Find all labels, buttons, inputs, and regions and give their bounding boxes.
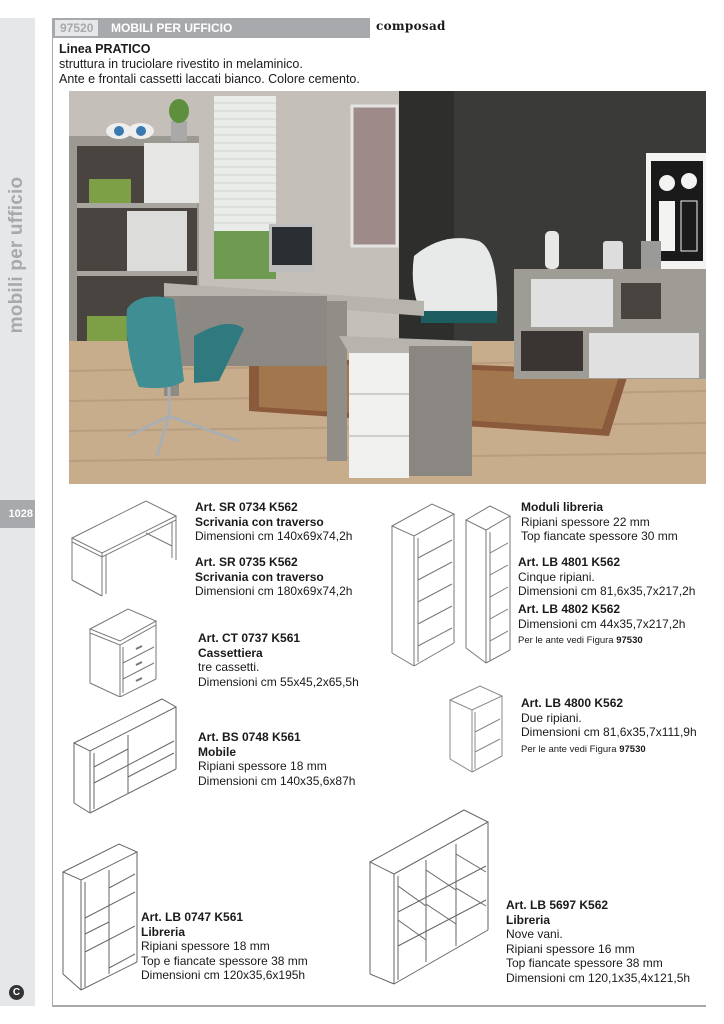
catalog-code: 97520 bbox=[55, 20, 98, 36]
desk-drawing bbox=[70, 498, 180, 598]
product-code: Art. LB 0747 K561 bbox=[141, 910, 244, 924]
sidebar-section-label: mobili per ufficio bbox=[6, 176, 27, 334]
product-lb0747 bbox=[141, 910, 308, 983]
product-dims: Dimensioni cm 180x69x74,2h bbox=[195, 584, 353, 598]
frame-bottom-rule bbox=[52, 1005, 706, 1007]
product-ct0737 bbox=[198, 631, 359, 689]
product-dims: Dimensioni cm 44x35,7x217,2h bbox=[518, 616, 686, 631]
page-number: 1028 bbox=[0, 500, 35, 528]
product-code: Art. LB 5697 K562 bbox=[506, 898, 609, 912]
product-name: Libreria bbox=[506, 912, 551, 927]
room-photo bbox=[69, 91, 706, 484]
product-dims: Dimensioni cm 81,6x35,7x217,2h bbox=[518, 584, 696, 598]
product-lb4800 bbox=[521, 696, 697, 756]
figure-ref: 97530 bbox=[619, 743, 646, 755]
product-code: Art. LB 4800 K562 bbox=[521, 696, 624, 710]
product-code: Art. SR 0735 K562 bbox=[195, 555, 298, 569]
product-desc: Nove vani. bbox=[506, 927, 563, 941]
product-desc: Ripiani spessore 16 mm bbox=[506, 941, 635, 956]
product-code: Art. LB 4802 K562 bbox=[518, 602, 621, 616]
intro-line: Ante e frontali cassetti laccati bianco. Colore cemento. bbox=[59, 72, 360, 86]
figure-ref: 97530 bbox=[616, 635, 643, 646]
tall-bookcases-drawing bbox=[390, 498, 520, 668]
product-desc: Top e fiancate spessore 38 mm bbox=[141, 953, 308, 968]
product-code: Art. SR 0734 K562 bbox=[195, 500, 298, 514]
product-name: Scrivania con traverso bbox=[195, 514, 324, 529]
product-dims: Dimensioni cm 55x45,2x65,5h bbox=[198, 674, 359, 689]
library-lb5697-drawing bbox=[368, 808, 490, 986]
intro-line: struttura in truciolare rivestito in melaminico. bbox=[59, 57, 303, 71]
product-dims: Dimensioni cm 120,1x35,4x121,5h bbox=[506, 970, 691, 985]
product-desc: Top fiancate spessore 38 mm bbox=[506, 956, 663, 970]
product-desc: Cinque ripiani. bbox=[518, 569, 595, 584]
note-text: Per le ante vedi Figura bbox=[521, 743, 620, 755]
modules-line: Ripiani spessore 22 mm bbox=[521, 514, 650, 529]
product-name: Libreria bbox=[141, 924, 186, 939]
line-title: Linea PRATICO bbox=[59, 42, 151, 56]
footer-logo-icon: C bbox=[9, 985, 24, 1000]
sideboard-drawing bbox=[72, 697, 180, 815]
product-name: Scrivania con traverso bbox=[195, 569, 324, 584]
drawer-unit-drawing bbox=[88, 607, 160, 697]
product-dims: Dimensioni cm 120x35,6x195h bbox=[141, 968, 306, 982]
low-bookcase-drawing bbox=[448, 684, 504, 774]
product-bs0748 bbox=[198, 730, 355, 788]
product-code: Art. CT 0737 K561 bbox=[198, 631, 301, 645]
doors-note bbox=[521, 743, 697, 756]
product-desc: Ripiani spessore 18 mm bbox=[141, 939, 270, 953]
modules-line: Top fiancate spessore 30 mm bbox=[521, 529, 678, 543]
frame-left-rule bbox=[52, 20, 53, 1005]
product-code: Art. BS 0748 K561 bbox=[198, 730, 301, 744]
category-title: MOBILI PER UFFICIO bbox=[111, 21, 233, 35]
product-sr0735 bbox=[195, 555, 352, 599]
product-dims: Dimensioni cm 140x35,6x87h bbox=[198, 773, 356, 788]
product-dims: Dimensioni cm 81,6x35,7x111,9h bbox=[521, 725, 697, 739]
product-desc: tre cassetti. bbox=[198, 660, 260, 674]
doors-note bbox=[518, 634, 685, 647]
product-name: Cassettiera bbox=[198, 645, 263, 660]
product-dims: Dimensioni cm 140x69x74,2h bbox=[195, 529, 353, 543]
note-text: Per le ante vedi Figura bbox=[518, 635, 617, 646]
product-sr0734 bbox=[195, 500, 352, 544]
product-code: Art. LB 4801 K562 bbox=[518, 555, 621, 569]
intro-text bbox=[59, 42, 360, 87]
product-desc: Due ripiani. bbox=[521, 710, 582, 725]
modules-title: Moduli libreria bbox=[521, 500, 604, 514]
brand-logo: composad bbox=[376, 19, 446, 33]
library-lb0747-drawing bbox=[61, 842, 141, 992]
product-name: Mobile bbox=[198, 744, 236, 759]
product-desc: Ripiani spessore 18 mm bbox=[198, 759, 327, 773]
product-modules bbox=[521, 500, 678, 544]
product-lb4801 bbox=[518, 555, 695, 599]
product-lb4802 bbox=[518, 602, 685, 647]
sidebar-section-title bbox=[2, 176, 32, 334]
product-lb5697 bbox=[506, 898, 690, 985]
